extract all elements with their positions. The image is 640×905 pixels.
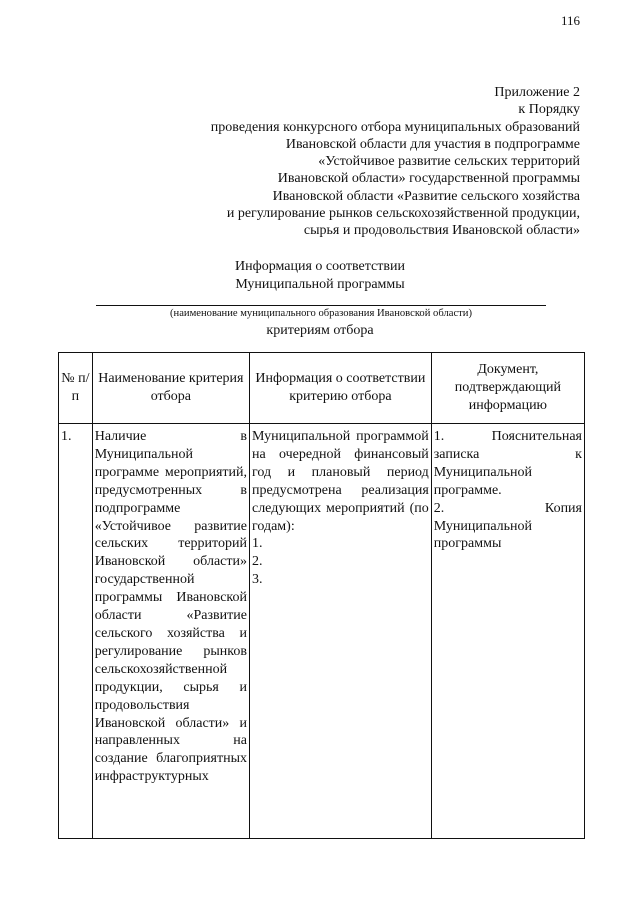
appendix-line: Приложение 2 (494, 85, 580, 100)
header-info: Информация о соответствии критерию отбора (249, 353, 431, 424)
criteria-subtitle: критериям отбора (266, 323, 374, 338)
page-number: 116 (561, 13, 581, 28)
cell-number: 1. (59, 424, 93, 839)
cell-documents (431, 424, 584, 839)
municipality-name-caption: (наименование муниципального образования Ивановской области) (170, 308, 472, 319)
info-item: 3. (251, 572, 263, 588)
header-number: № п/п (59, 353, 93, 424)
appendix-line: и регулирование рынков сельскохозяйственной продукции, (226, 206, 580, 222)
document-title (200, 258, 440, 293)
appendix-header (100, 84, 580, 240)
cell-criterion: Наличие в Муниципальной программе мероприятий, предусмотренных в подпрограмме «Устойчивое развитие сельских территорий Ивановской области» государственной программы Ивановской области «Развитие сельского хозяйства и регулирование рынков сельскохозяйственной продукции, сырья и продовольствия Ивановской области» и направленных на создание благоприятных инфраструктурных (92, 424, 249, 839)
criteria-table (58, 352, 585, 839)
info-item: 2. (251, 554, 263, 570)
header-criterion: Наименование критерия отбора (92, 353, 249, 424)
cell-info (249, 424, 431, 839)
appendix-line: проведения конкурсного отбора муниципальных образований (210, 119, 580, 135)
table-row (59, 424, 585, 839)
document-item: 2. Копия Муниципальной программы (433, 500, 582, 552)
title-line: Информация о соответствии (235, 259, 405, 274)
appendix-line: сырья и продовольствия Ивановской области» (303, 223, 580, 239)
municipality-name-blank-line (96, 305, 546, 306)
title-line: Муниципальной программы (235, 276, 405, 292)
document-item: 1. Пояснительная записка к Муниципальной программе. (433, 429, 582, 498)
header-document: Документ, подтверждающий информацию (431, 353, 584, 424)
appendix-line: Ивановской области «Развитие сельского хозяйства (272, 188, 580, 204)
table-header-row (59, 353, 585, 424)
info-item: 1. (251, 536, 263, 552)
appendix-line: к Порядку (518, 102, 580, 118)
appendix-line: Ивановской области» государственной программы (277, 171, 580, 187)
info-text: Муниципальной программой на очередной финансовый год и плановый период предусмотрена реализация следующих мероприятий (по годам): (251, 429, 429, 534)
appendix-line: Ивановской области для участия в подпрограмме (285, 136, 580, 152)
appendix-line: «Устойчивое развитие сельских территорий (318, 154, 580, 170)
